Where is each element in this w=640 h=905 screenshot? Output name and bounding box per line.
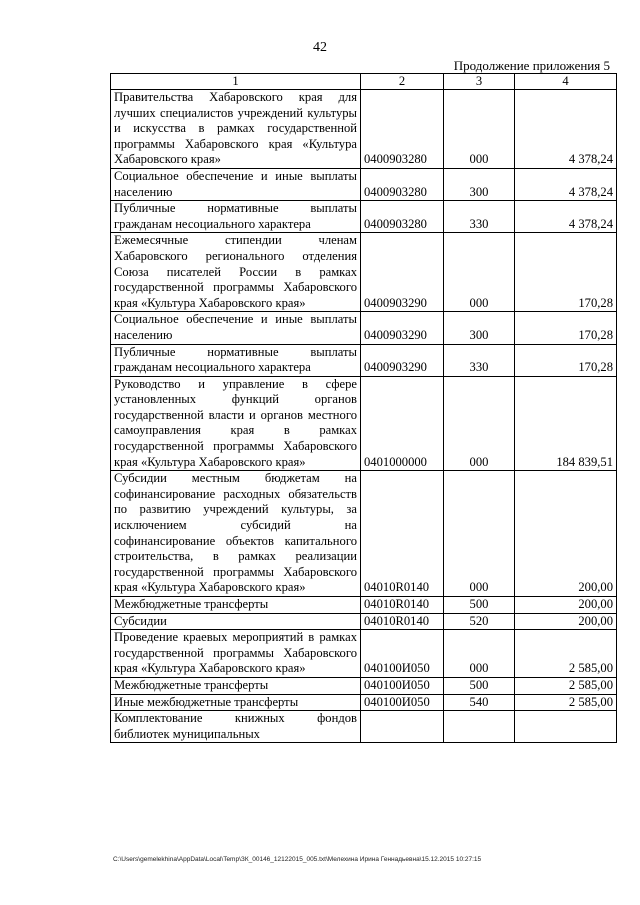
row-code: 040100И050: [361, 630, 444, 678]
table-row: [111, 344, 617, 376]
row-code: 0400903290: [361, 344, 444, 376]
table-row: [111, 312, 617, 344]
table-row: [111, 711, 617, 743]
row-code: 04010R0140: [361, 471, 444, 597]
table-row: [111, 677, 617, 694]
row-name: Публичные нормативные выплаты гражданам несоциального характера: [111, 344, 361, 376]
row-amount: 2 585,00: [515, 630, 617, 678]
row-expense-type: 330: [444, 344, 515, 376]
row-amount: 4 378,24: [515, 90, 617, 169]
row-expense-type: 000: [444, 630, 515, 678]
table-row: [111, 168, 617, 200]
row-amount: 4 378,24: [515, 168, 617, 200]
budget-table: [110, 73, 617, 743]
header-col-1: 1: [111, 74, 361, 90]
table-row: [111, 471, 617, 597]
row-expense-type: 540: [444, 694, 515, 711]
row-code: 040100И050: [361, 694, 444, 711]
row-code: 0400903290: [361, 233, 444, 312]
row-name: Комплектование книжных фондов библиотек муниципальных: [111, 711, 361, 743]
row-expense-type: 000: [444, 233, 515, 312]
row-name: Субсидии местным бюджетам на софинансирование расходных обязательств по развитию учреждений культуры, за исключением субсидий на софинансирование объектов капитального строительства, в рамках реализации государственной программы Хабаровского края «Культура Хабаровского края»: [111, 471, 361, 597]
row-expense-type: 330: [444, 201, 515, 233]
row-amount: 170,28: [515, 233, 617, 312]
row-name: Руководство и управление в сфере установленных функций органов государственной власти и органов местного самоуправления края в рамках государственной программы Хабаровского края «Культура Хабаровского края»: [111, 376, 361, 471]
row-name: Социальное обеспечение и иные выплаты населению: [111, 312, 361, 344]
file-path-footer: C:\Users\gemelekhina\AppData\Local\Temp\ЗК_00146_12122015_005.txt\Мелехина Ирина Геннадьевна\15.12.2015 10:27:15: [113, 856, 482, 863]
row-name: Межбюджетные трансферты: [111, 677, 361, 694]
table-header: [111, 74, 617, 90]
row-code: 0400903280: [361, 201, 444, 233]
row-name: Иные межбюджетные трансферты: [111, 694, 361, 711]
row-expense-type: 500: [444, 677, 515, 694]
row-name: Межбюджетные трансферты: [111, 597, 361, 614]
row-name: Проведение краевых мероприятий в рамках государственной программы Хабаровского края «Культура Хабаровского края»: [111, 630, 361, 678]
row-name: Социальное обеспечение и иные выплаты населению: [111, 168, 361, 200]
row-code: 0400903280: [361, 90, 444, 169]
row-code: 04010R0140: [361, 597, 444, 614]
row-code: 04010R0140: [361, 613, 444, 630]
row-amount: 2 585,00: [515, 694, 617, 711]
row-expense-type: [444, 711, 515, 743]
row-expense-type: 300: [444, 168, 515, 200]
row-code: 0400903290: [361, 312, 444, 344]
table-row: [111, 201, 617, 233]
header-col-2: 2: [361, 74, 444, 90]
row-amount: 200,00: [515, 597, 617, 614]
row-expense-type: 000: [444, 90, 515, 169]
table-row: [111, 630, 617, 678]
row-amount: 184 839,51: [515, 376, 617, 471]
row-amount: 170,28: [515, 344, 617, 376]
row-expense-type: 300: [444, 312, 515, 344]
row-expense-type: 520: [444, 613, 515, 630]
row-name: Ежемесячные стипендии членам Хабаровского регионального отделения Союза писателей России в рамках государственной программы Хабаровского края «Культура Хабаровского края»: [111, 233, 361, 312]
row-name: Правительства Хабаровского края для лучших специалистов учреждений культуры и искусства в рамках государственной программы Хабаровского края «Культура Хабаровского края»: [111, 90, 361, 169]
row-expense-type: 000: [444, 471, 515, 597]
header-col-3: 3: [444, 74, 515, 90]
header-col-4: 4: [515, 74, 617, 90]
table-row: [111, 233, 617, 312]
row-expense-type: 500: [444, 597, 515, 614]
table-header-row: [111, 74, 617, 90]
row-amount: 170,28: [515, 312, 617, 344]
table-row: [111, 694, 617, 711]
table-body: [111, 90, 617, 743]
row-name: Публичные нормативные выплаты гражданам несоциального характера: [111, 201, 361, 233]
row-amount: [515, 711, 617, 743]
table-row: [111, 376, 617, 471]
row-code: [361, 711, 444, 743]
row-name: Субсидии: [111, 613, 361, 630]
row-code: 0400903280: [361, 168, 444, 200]
row-code: 0401000000: [361, 376, 444, 471]
row-expense-type: 000: [444, 376, 515, 471]
table-row: [111, 597, 617, 614]
row-amount: 4 378,24: [515, 201, 617, 233]
row-amount: 200,00: [515, 471, 617, 597]
row-amount: 200,00: [515, 613, 617, 630]
row-code: 040100И050: [361, 677, 444, 694]
table-row: [111, 90, 617, 169]
appendix-continuation-label: Продолжение приложения 5: [453, 58, 610, 73]
row-amount: 2 585,00: [515, 677, 617, 694]
table-row: [111, 613, 617, 630]
page-number: 42: [313, 40, 327, 55]
